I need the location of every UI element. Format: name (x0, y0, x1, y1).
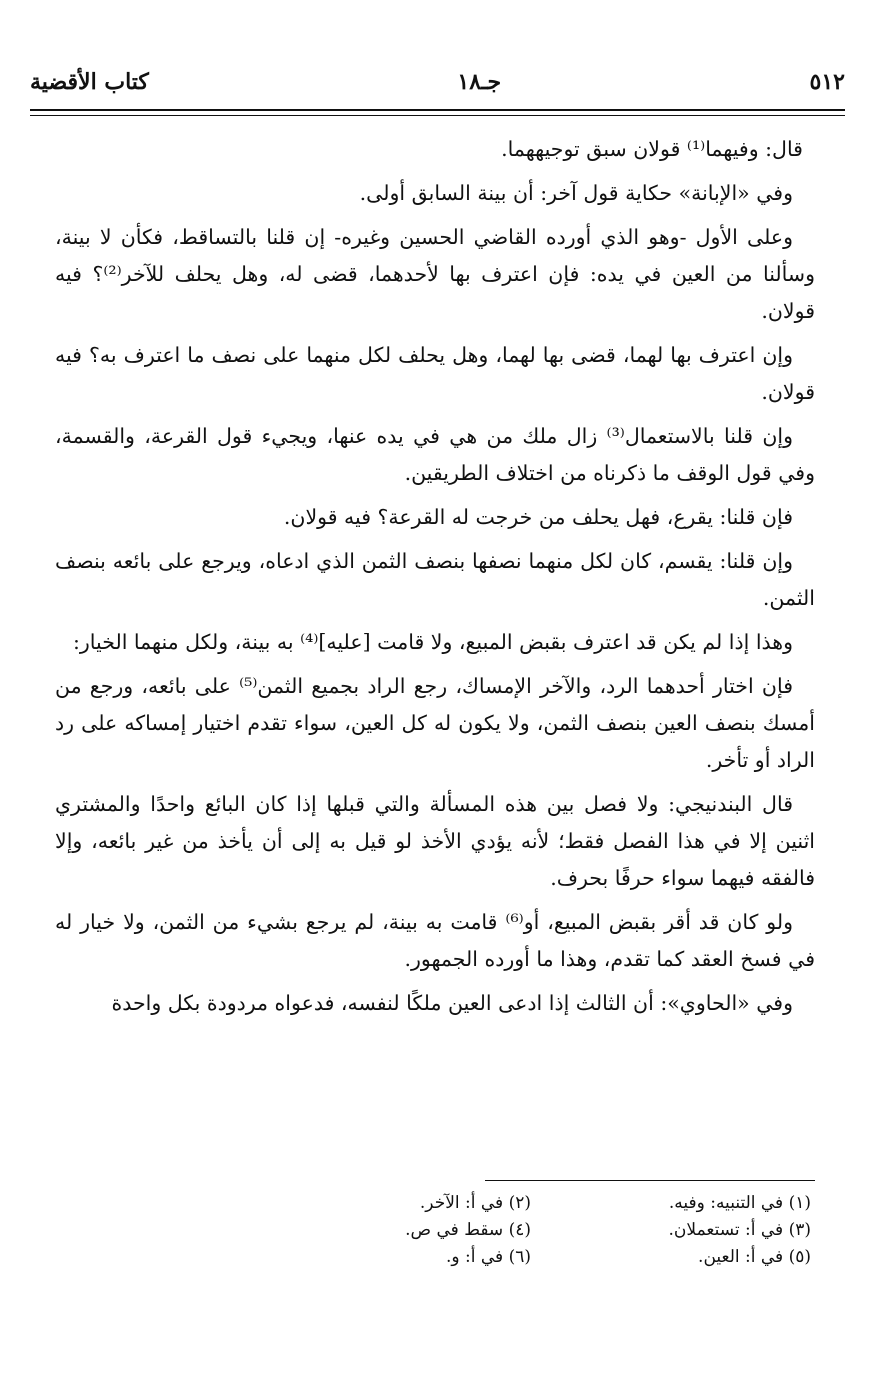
footnote: (٣) في أ: تستعملان. (668, 1220, 811, 1240)
header-rule-thin (30, 115, 845, 116)
main-text (55, 131, 815, 1029)
footnote: (٢) في أ: الآخر. (419, 1193, 531, 1213)
paragraph: وإن قلنا بالاستعمال⁽³⁾ زال ملك من هي في يده عنها، ويجيء قول القرعة، والقسمة، وفي قول الوقف ما ذكرناه من اختلاف الطريقين. (55, 424, 815, 485)
paragraph: وإن اعترف بها لهما، قضى بها لهما، وهل يحلف لكل منهما على نصف ما اعترف به؟ فيه قولان. (55, 343, 815, 404)
page-number: ٥١٢ (809, 69, 845, 95)
volume-label: جـ١٨ (457, 69, 502, 95)
paragraph: وعلى الأول -وهو الذي أورده القاضي الحسين وغيره- إن قلنا بالتساقط، فكأن لا بينة، وسألنا من العين في يده: فإن اعترف بها لأحدهما، قضى له، وهل يحلف للآخر⁽²⁾؟ فيه قولان. (55, 225, 815, 323)
header-rule-thick (30, 109, 845, 111)
footnote: (٥) في أ: العين. (698, 1247, 811, 1267)
footnote-rule (485, 1180, 815, 1181)
paragraph: وفي «الإبانة» حكاية قول آخر: أن بينة السابق أولى. (359, 181, 793, 205)
footnote: (٦) في أ: و. (446, 1247, 531, 1267)
paragraph: وإن قلنا: يقسم، كان لكل منهما نصفها بنصف الثمن الذي ادعاه، ويرجع على بائعه بنصف الثمن. (55, 549, 815, 610)
footnote: (١) في التنبيه: وفيه. (668, 1193, 811, 1213)
paragraph: قال البندنيجي: ولا فصل بين هذه المسألة والتي قبلها إذا كان البائع واحدًا والمشتري اثنين إلا في هذا الفصل فقط؛ لأنه يؤدي الأخذ لو قيل به إلى أن يأخذ من غير بائعه، وإلا فالفقه فيهما سواء حرفًا بحرف. (55, 792, 815, 890)
running-head (30, 62, 845, 102)
paragraph: فإن اختار أحدهما الرد، والآخر الإمساك، رجع الراد بجميع الثمن⁽⁵⁾ على بائعه، ورجع من أمسك بنصف العين بنصف الثمن، ولا يكون له كل العين، سواء تقدم اختيار إمساكه على رد الراد أو تأخر. (55, 674, 815, 772)
footnote: (٤) سقط في ص. (405, 1220, 531, 1240)
paragraph: وهذا إذا لم يكن قد اعترف بقبض المبيع، ولا قامت [عليه]⁽⁴⁾ به بينة، ولكل منهما الخيار: (73, 630, 793, 654)
paragraph: فإن قلنا: يقرع، فهل يحلف من خرجت له القرعة؟ فيه قولان. (283, 505, 793, 529)
paragraph: قال: وفيهما⁽¹⁾ قولان سبق توجيههما. (501, 137, 803, 161)
paragraph: ولو كان قد أقر بقبض المبيع، أو⁽⁶⁾ قامت به بينة، لم يرجع بشيء من الثمن، ولا خيار له في فسخ العقد كما تقدم، وهذا ما أورده الجمهور. (55, 910, 815, 971)
footnotes (251, 1190, 811, 1271)
book-title: كتاب الأقضية (30, 69, 149, 95)
paragraph: وفي «الحاوي»: أن الثالث إذا ادعى العين ملكًا لنفسه، فدعواه مردودة بكل واحدة (111, 991, 793, 1015)
